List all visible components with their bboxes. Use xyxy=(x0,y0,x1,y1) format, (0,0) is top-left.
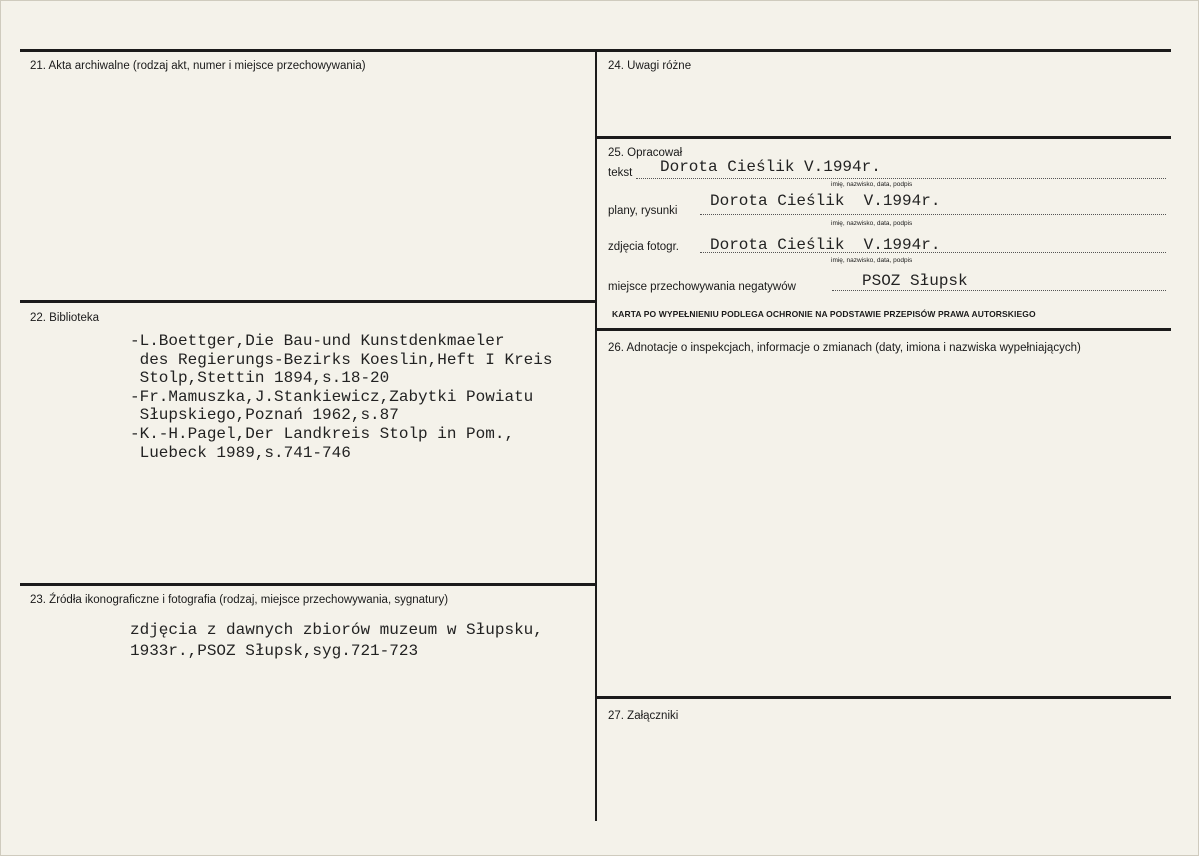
center-divider xyxy=(595,51,597,821)
tekst-label: tekst xyxy=(608,167,633,179)
section-27-label: 27. Załączniki xyxy=(608,710,679,722)
tekst-dotted-line xyxy=(636,178,1166,179)
bib-line: -L.Boettger,Die Bau-und Kunstdenkmaeler xyxy=(130,332,505,350)
source-line: zdjęcia z dawnych zbiorów muzeum w Słupsku, xyxy=(130,621,543,639)
negatywy-value: PSOZ Słupsk xyxy=(862,272,968,290)
section-25-label: 25. Opracował xyxy=(608,147,683,159)
rule-24-25 xyxy=(597,136,1171,139)
tekst-value: Dorota Cieślik V.1994r. xyxy=(660,158,881,176)
source-line: 1933r.,PSOZ Słupsk,syg.721-723 xyxy=(130,642,419,660)
copyright-notice: KARTA PO WYPEŁNIENIU PODLEGA OCHRONIE NA PODSTAWIE PRZEPISÓW PRAWA AUTORSKIEGO xyxy=(612,309,1036,319)
tekst-caption: imię, nazwisko, data, podpis xyxy=(831,181,913,188)
plany-caption: imię, nazwisko, data, podpis xyxy=(831,220,913,227)
section-22-bibliography xyxy=(130,332,552,462)
section-26-label: 26. Adnotacje o inspekcjach, informacje o zmianach (daty, imiona i nazwiska wypełniających) xyxy=(608,342,1081,354)
rule-25-26 xyxy=(597,328,1171,331)
rule-26-27 xyxy=(597,696,1171,699)
bib-line: des Regierungs-Bezirks Koeslin,Heft I Kreis xyxy=(130,350,553,369)
zdjecia-value: Dorota Cieślik V.1994r. xyxy=(710,236,941,254)
zdjecia-label: zdjęcia fotogr. xyxy=(608,241,679,253)
section-23-sources xyxy=(130,620,543,662)
bib-line: -K.-H.Pagel,Der Landkreis Stolp in Pom., xyxy=(130,424,515,443)
plany-label: plany, rysunki xyxy=(608,205,678,217)
plany-value: Dorota Cieślik V.1994r. xyxy=(710,192,941,210)
section-21-label: 21. Akta archiwalne (rodzaj akt, numer i miejsce przechowywania) xyxy=(30,60,366,72)
rule-22-23 xyxy=(20,583,596,586)
rule-21-22 xyxy=(20,300,596,303)
section-22-label: 22. Biblioteka xyxy=(30,312,100,324)
section-23-label: 23. Źródła ikonograficzne i fotografia (rodzaj, miejsce przechowywania, sygnatury) xyxy=(30,594,449,606)
bib-line: -Fr.Mamuszka,J.Stankiewicz,Zabytki Powiatu xyxy=(130,387,534,406)
zdjecia-caption: imię, nazwisko, data, podpis xyxy=(831,257,913,264)
bib-line: Luebeck 1989,s.741-746 xyxy=(130,443,351,462)
negatywy-label: miejsce przechowywania negatywów xyxy=(608,281,796,293)
bib-line: Słupskiego,Poznań 1962,s.87 xyxy=(130,406,399,425)
plany-dotted-line xyxy=(700,214,1166,215)
section-24-label: 24. Uwagi różne xyxy=(608,60,692,72)
bib-line: Stolp,Stettin 1894,s.18-20 xyxy=(130,369,390,388)
